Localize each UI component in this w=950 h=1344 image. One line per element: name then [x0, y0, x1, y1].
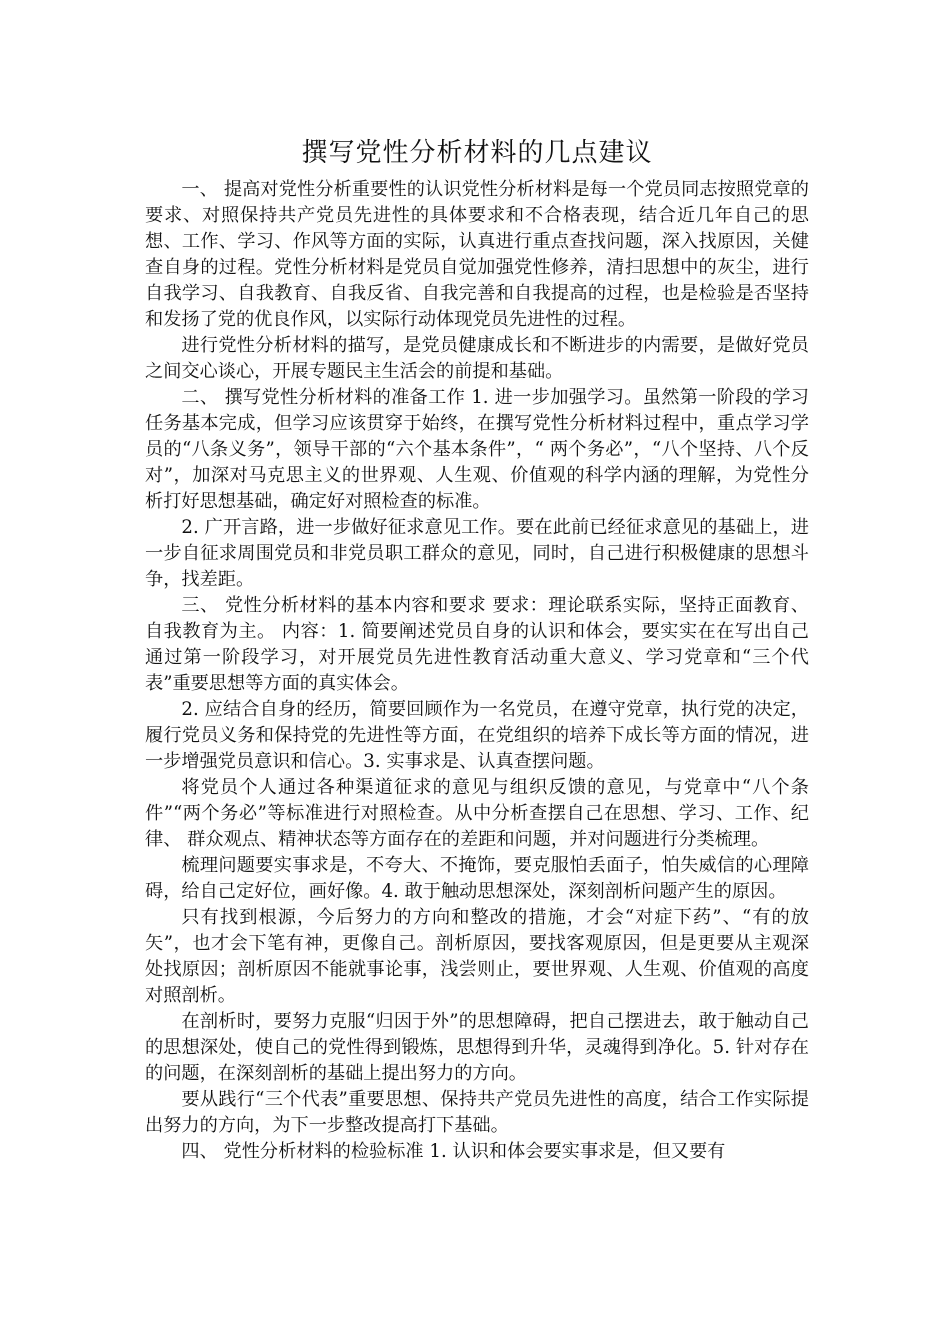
paragraph-3: 二、 撰写党性分析材料的准备工作 1. 进一步加强学习。虽然第一阶段的学习任务基本完成，但学习应该贯穿于始终，在撰写党性分析材料过程中，重点学习学员的“八条义务”，领导干部的“六个基本条件”，“ 两个务必”，“八个坚持、八个反对”，加深对马克思主义的世界观、人生观、价值观的科学内涵的理解，为党性分析打好思想基础，确定好对照检查的标准。 [145, 387, 809, 512]
paragraph-9: 只有找到根源，今后努力的方向和整改的措施，才会“对症下药”、“有的放矢”，也才会下笔有神，更像自己。剖析原因，要找客观原因，但是更要从主观深处找原因；剖析原因不能就事论事，浅尝则止，要世界观、人生观、价值观的高度对照剖析。 [145, 907, 809, 1006]
paragraph-4: 2. 广开言路，进一步做好征求意见工作。要在此前已经征求意见的基础上，进一步自征求周围党员和非党员职工群众的意见，同时，自己进行积极健康的思想斗争，找差距。 [145, 517, 809, 590]
paragraph-8: 梳理问题要实事求是，不夸大、不掩饰，要克服怕丢面子，怕失威信的心理障碍，给自己定好位，画好像。4. 敢于触动思想深处，深刻剖析问题产生的原因。 [145, 855, 809, 902]
paragraph-11: 要从践行“三个代表”重要思想、保持共产党员先进性的高度，结合工作实际提出努力的方向，为下一步整改提高打下基础。 [145, 1089, 809, 1136]
document-title: 撰写党性分析材料的几点建议 [301, 138, 653, 168]
paragraph-7: 将党员个人通过各种渠道征求的意见与组织反馈的意见，与党章中“八个条件”“两个务必”等标准进行对照检查。从中分析查摆自己在思想、学习、工作、纪律、 群众观点、精神状态等方面存在的差距和问题，并对问题进行分类梳理。 [145, 777, 809, 850]
document-page [145, 135, 809, 1165]
paragraph-6: 2. 应结合自身的经历，简要回顾作为一名党员，在遵守党章，执行党的决定，履行党员义务和保持党的先进性等方面，在党组织的培养下成长等方面的情况，进一步增强党员意识和信心。3. 实事求是、认真查摆问题。 [145, 699, 809, 772]
paragraph-1: 一、 提高对党性分析重要性的认识党性分析材料是每一个党员同志按照党章的要求、对照保持共产党员先进性的具体要求和不合格表现，结合近几年自己的思想、工作、学习、作风等方面的实际，认真进行重点查找问题，深入找原因，关健查自身的过程。党性分析材料是党员自觉加强党性修养，清扫思想中的灰尘，进行自我学习、自我教育、自我反省、自我完善和自我提高的过程，也是检验是否坚持和发扬了党的优良作风，以实际行动体现党员先进性的过程。 [145, 179, 809, 330]
paragraph-10: 在剖析时，要努力克服“归因于外”的思想障碍，把自己摆进去，敢于触动自己的思想深处，使自己的党性得到锻炼，思想得到升华，灵魂得到净化。5. 针对存在的问题，在深刻剖析的基础上提出努力的方向。 [145, 1011, 809, 1084]
paragraph-2: 进行党性分析材料的描写，是党员健康成长和不断进步的内需要，是做好党员之间交心谈心，开展专题民主生活会的前提和基础。 [145, 335, 809, 382]
paragraph-5: 三、 党性分析材料的基本内容和要求 要求：理论联系实际，坚持正面教育、自我教育为主。 内容：1. 简要阐述党员自身的认识和体会，要实实在在写出自己通过第一阶段学习，对开展党员先进性教育活动重大意义、学习党章和“三个代表”重要思想等方面的真实体会。 [145, 595, 809, 694]
paragraph-12: 四、 党性分析材料的检验标准 1. 认识和体会要实事求是，但又要有 [181, 1141, 726, 1162]
